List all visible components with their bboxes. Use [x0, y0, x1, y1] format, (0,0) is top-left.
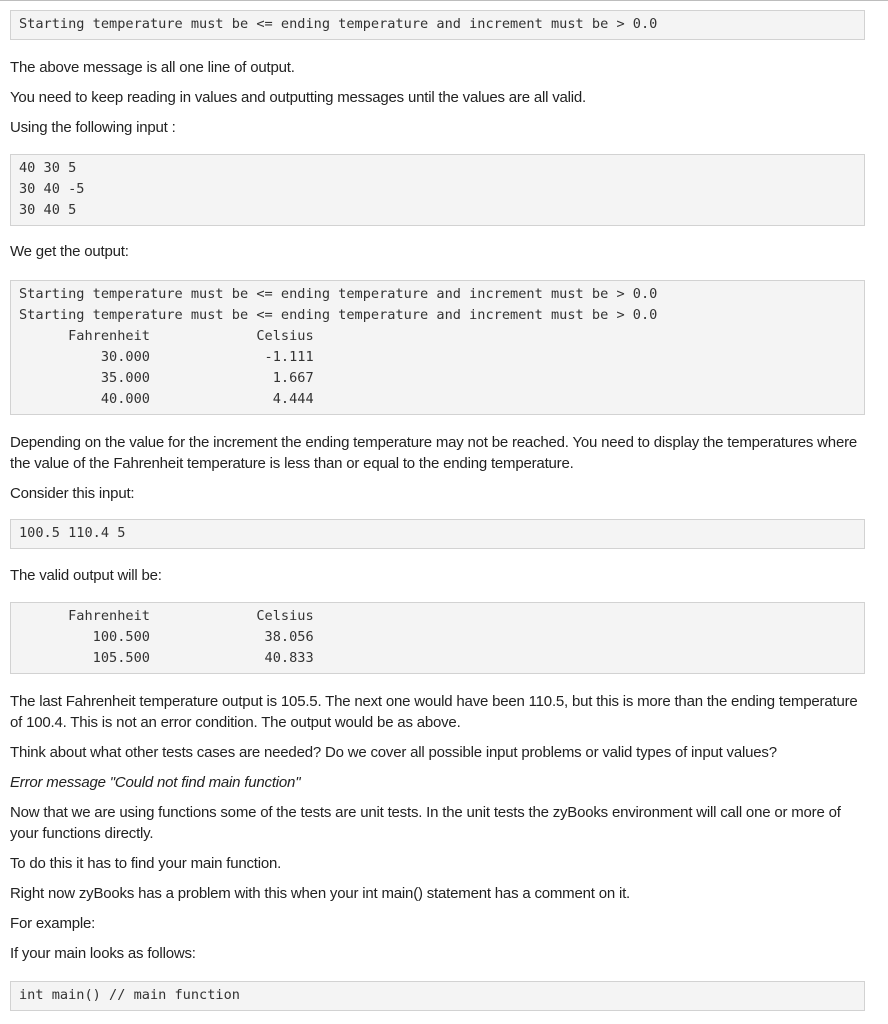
code-line: 30 40 -5 — [19, 181, 85, 197]
paragraph-keep-reading: You need to keep reading in values and outputting messages until the values are all valid. — [10, 89, 587, 106]
paragraph-we-get-output: We get the output: — [10, 243, 129, 260]
main-function-code-block — [10, 981, 865, 1011]
input-code-block-2 — [10, 519, 865, 549]
code-line: 40.000 4.444 — [19, 391, 314, 407]
code-line: Starting temperature must be <= ending temperature and increment must be > 0.0 — [19, 16, 658, 32]
paragraph-think-about-tests: Think about what other tests cases are needed? Do we cover all possible input problems or valid types of input values? — [10, 744, 777, 761]
code-line: 40 30 5 — [19, 160, 77, 176]
paragraph-find-main: To do this it has to find your main function. — [10, 855, 282, 872]
paragraph-unit-tests: Now that we are using functions some of the tests are unit tests. In the unit tests the zyBooks environment will call one or more of your functions directly. — [10, 804, 841, 842]
paragraph-one-line-output: The above message is all one line of output. — [10, 59, 295, 76]
code-line: 100.5 110.4 5 — [19, 525, 126, 541]
code-line: 30 40 5 — [19, 202, 77, 218]
paragraph-consider-input: Consider this input: — [10, 485, 135, 502]
output-code-block-1 — [10, 280, 865, 415]
paragraph-using-input: Using the following input : — [10, 119, 176, 136]
code-line: Fahrenheit Celsius — [19, 328, 314, 344]
paragraph-for-example: For example: — [10, 915, 96, 932]
top-divider — [0, 0, 888, 1]
code-line: Starting temperature must be <= ending temperature and increment must be > 0.0 — [19, 307, 658, 323]
output-code-block-2 — [10, 602, 865, 674]
code-line: Fahrenheit Celsius — [19, 608, 314, 624]
code-line: 105.500 40.833 — [19, 650, 314, 666]
paragraph-depending-increment: Depending on the value for the increment the ending temperature may not be reached. You need to display the temperatures where the value of the Fahrenheit temperature is less than or equal to the ending temperature. — [10, 434, 858, 472]
paragraph-valid-output: The valid output will be: — [10, 567, 162, 584]
paragraph-if-main-looks: If your main looks as follows: — [10, 945, 196, 962]
error-message-code-block — [10, 10, 865, 40]
code-line: int main() // main function — [19, 987, 240, 1003]
code-line: 35.000 1.667 — [19, 370, 314, 386]
document-body — [10, 10, 865, 1011]
paragraph-main-comment-problem: Right now zyBooks has a problem with this when your int main() statement has a comment on it. — [10, 885, 631, 902]
code-line: Starting temperature must be <= ending temperature and increment must be > 0.0 — [19, 286, 658, 302]
code-line: 100.500 38.056 — [19, 629, 314, 645]
input-code-block-1 — [10, 154, 865, 226]
paragraph-error-message-heading: Error message "Could not find main function" — [10, 774, 301, 791]
paragraph-last-fahrenheit: The last Fahrenheit temperature output is 105.5. The next one would have been 110.5, but this is more than the ending temperature of 100.4. This is not an error condition. The output would be as above. — [10, 693, 858, 731]
code-line: 30.000 -1.111 — [19, 349, 314, 365]
